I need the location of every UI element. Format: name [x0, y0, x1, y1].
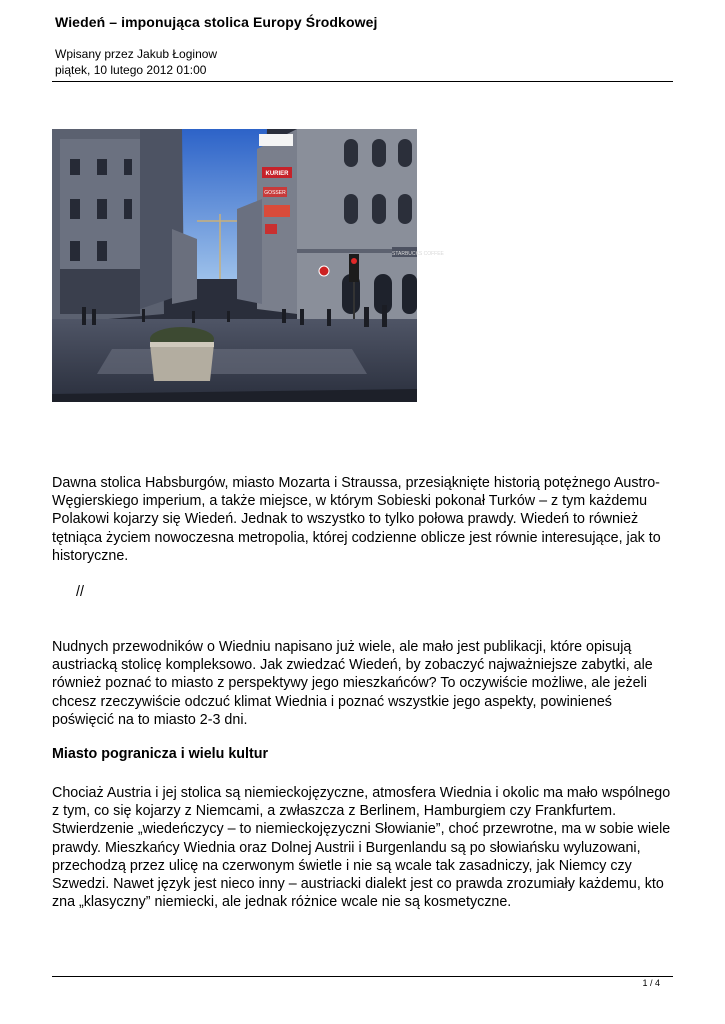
author-line: Wpisany przez Jakub Łoginow	[55, 47, 218, 61]
article-paragraph: Chociaż Austria i jej stolica są niemieckojęzyczne, atmosfera Wiednia i okolic ma mało wspólnego z tym, co się kojarzy z Niemcami, a zwłaszcza z Berlinem, Hamburgiem czy Frankfurtem. Stwierdzenie „wiedeńczycy – to niemieckojęzyczni Słowianie”, choć przewrotne, ma w sobie wiele prawdy. Mieszkańcy Wiednia oraz Dolnej Austrii i Burgenlandu są po słowiańsku wyluzowani, przechodzą przez ulicę na czerwonym świetle i nie są wcale tak zasadniczy, jak Niemcy czy Szwedzi. Nawet język jest nieco inny – austriacki dialekt jest co prawda zrozumiały każdemu, kto zna „klasyczny” niemiecki, ale jednak różnice wcale nie są kosmetyczne.	[52, 785, 671, 911]
article-paragraph: Dawna stolica Habsburgów, miasto Mozarta i Straussa, przesiąknięte historią potężnego Austro-Węgierskiego imperium, a także miejsce, w którym Sobieski pokonał Turków – z tym każdemu Polakowi kojarzy się Wiedeń. Jednak to wszystko to tylko połowa prawdy. Wiedeń to również tętniąca życiem nowoczesna metropolia, której codzienne oblicze jest równie interesujące, jak to historyczne.	[52, 475, 661, 564]
article-paragraph: Nudnych przewodników o Wiedniu napisano już wiele, ale mało jest publikacji, które opisują austriacką stolicę kompleksowo. Jak zwiedzać Wiedeń, by zobaczyć najważniejsze zabytki, ale również poznać to miasto z perspektywy jego mieszkańców? To oczywiście możliwe, ale jeżeli chcesz rzeczywiście odczuć klimat Wiednia i poznać wszystkie jego aspekty, powinieneś poświęcić na to miasto 2-3 dni.	[52, 639, 653, 728]
separator-marker: //	[76, 584, 84, 600]
section-heading: Miasto pogranicza i wielu kultur	[52, 746, 269, 762]
article-meta	[55, 46, 217, 78]
svg-text:KURIER: KURIER	[265, 171, 289, 177]
date-line: piątek, 10 lutego 2012 01:00	[55, 63, 207, 77]
svg-text:STARBUCKS COFFEE: STARBUCKS COFFEE	[392, 251, 444, 257]
vienna-street-photo	[52, 129, 444, 402]
article-title: Wiedeń – imponująca stolica Europy Środkowej	[55, 14, 378, 30]
footer-divider	[52, 976, 673, 977]
svg-text:GOSSER: GOSSER	[264, 190, 286, 196]
header-divider	[52, 81, 673, 82]
page-number: 1 / 4	[642, 978, 660, 988]
